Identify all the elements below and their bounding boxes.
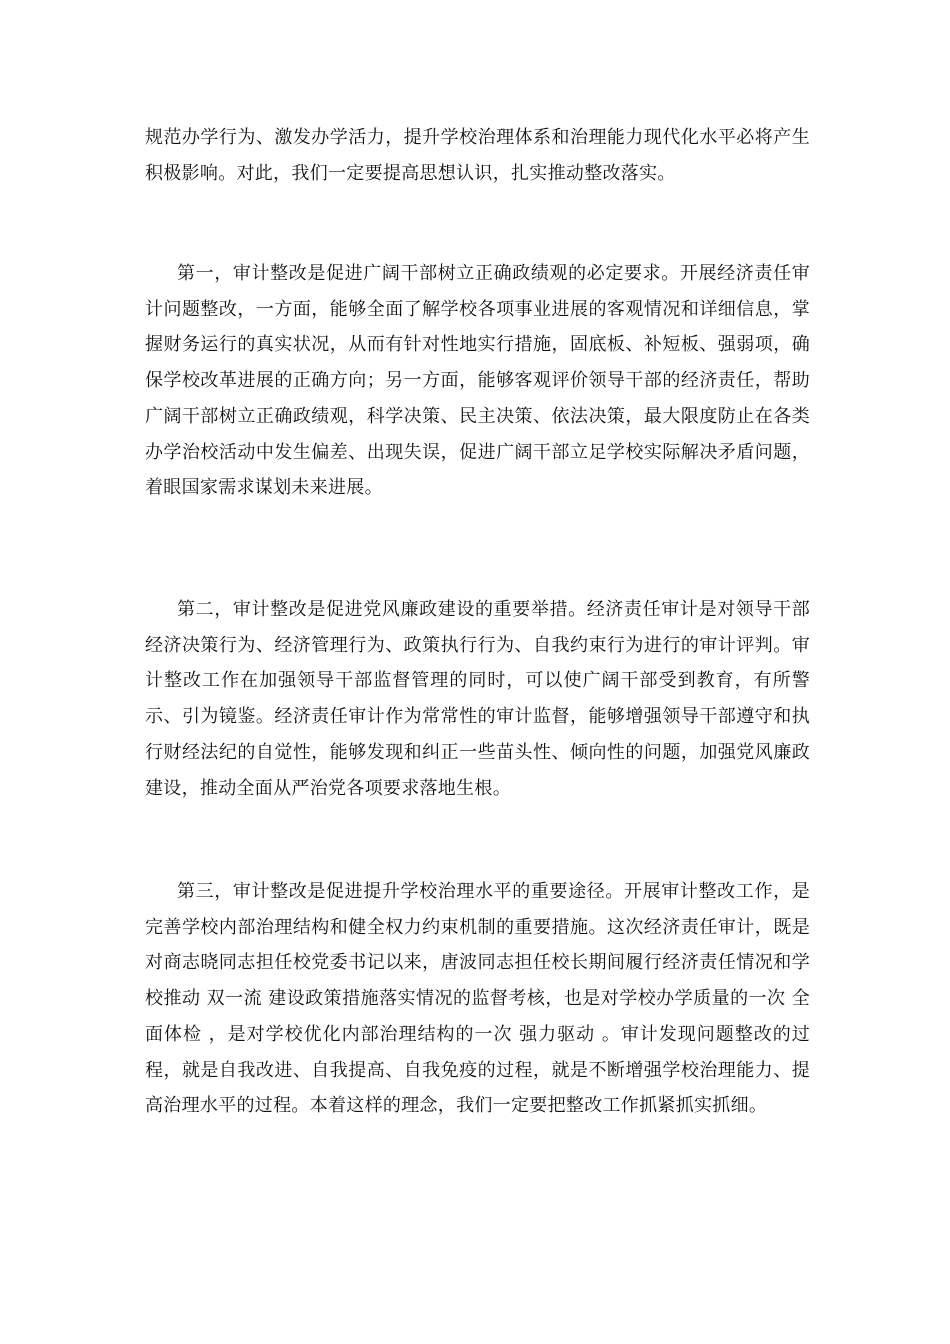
paragraph-third-point: 第三，审计整改是促进提升学校治理水平的重要途径。开展审计整改工作，是完善学校内部治理结构和健全权力约束机制的重要措施。这次经济责任审计，既是对商志晓同志担任校党委书记以来，唐波同志担任校长期间履行经济责任情况和学校推动 双一流 建设政策措施落实情况的监督考核，也是对学校办学质量的一次 全面体检 ，是对学校优化内部治理结构的一次 强力驱动 。审计发现问题整改的过程，就是自我改进、自我提高、自我免疫的过程，就是不断增强学校治理能力、提高治理水平的过程。本着这样的理念，我们一定要把整改工作抓紧抓实抓细。	[145, 881, 810, 1117]
paragraph-continuation: 规范办学行为、激发办学活力，提升学校治理体系和治理能力现代化水平必将产生积极影响。对此，我们一定要提高思想认识，扎实推动整改落实。	[145, 127, 810, 184]
paragraph-second-point: 第二，审计整改是促进党风廉政建设的重要举措。经济责任审计是对领导干部经济决策行为、经济管理行为、政策执行行为、自我约束行为进行的审计评判。审计整改工作在加强领导干部监督管理的同时，可以使广阔干部受到教育，有所警示、引为镜鉴。经济责任审计作为常常性的审计监督，能够增强领导干部遵守和执行财经法纪的自觉性，能够发现和纠正一些苗头性、倾向性的问题，加强党风廉政建设，推动全面从严治党各项要求落地生根。	[145, 599, 810, 799]
paragraph-first-point: 第一，审计整改是促进广阔干部树立正确政绩观的必定要求。开展经济责任审计问题整改，一方面，能够全面了解学校各项事业进展的客观情况和详细信息，掌握财务运行的真实状况，从而有针对性地实行措施，固底板、补短板、强弱项，确保学校改革进展的正确方向；另一方面，能够客观评价领导干部的经济责任，帮助广阔干部树立正确政绩观，科学决策、民主决策、依法决策，最大限度防止在各类办学治校活动中发生偏差、出现失误，促进广阔干部立足学校实际解决矛盾问题，着眼国家需求谋划未来进展。	[145, 263, 810, 499]
